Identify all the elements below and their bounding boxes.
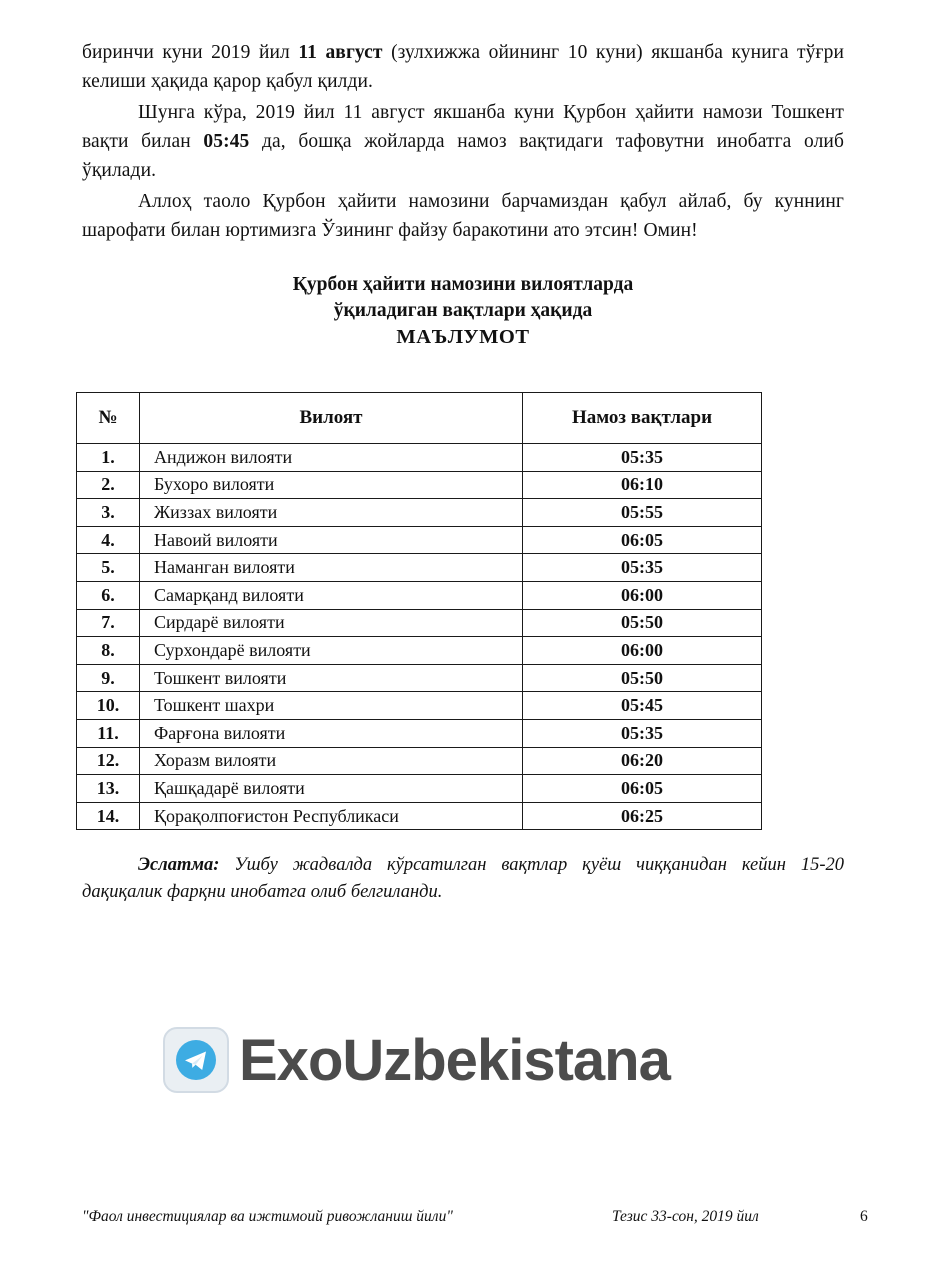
page-title — [82, 272, 844, 350]
note-block — [82, 852, 844, 906]
cell-time: 05:35 — [523, 719, 762, 747]
paragraph-2-segment-2-bold: 05:45 — [203, 131, 250, 152]
cell-time: 06:05 — [523, 526, 762, 554]
table-row — [77, 719, 762, 747]
cell-time: 06:00 — [523, 637, 762, 665]
table-body — [77, 444, 762, 830]
cell-number: 8. — [77, 637, 140, 665]
cell-region: Жиззах вилояти — [140, 499, 523, 527]
body-text-block — [82, 38, 844, 245]
cell-number: 4. — [77, 526, 140, 554]
cell-number: 10. — [77, 692, 140, 720]
footer-page-number: 6 — [860, 1208, 868, 1225]
cell-time: 05:45 — [523, 692, 762, 720]
cell-number: 7. — [77, 609, 140, 637]
note-label: Эслатма: — [138, 855, 220, 875]
table-row — [77, 802, 762, 830]
title-line-2: ўқиладиган вақтлари ҳақида — [333, 300, 593, 321]
cell-time: 05:35 — [523, 554, 762, 582]
cell-region: Сурхондарё вилояти — [140, 637, 523, 665]
cell-time: 06:25 — [523, 802, 762, 830]
watermark-text: ExoUzbekistana — [239, 1027, 670, 1093]
paragraph-2-segment-3: да, бошқа жойларда намоз вақтидаги тафовутни инобатга олиб ўқилади. — [82, 131, 844, 181]
cell-number: 6. — [77, 581, 140, 609]
cell-region: Тошкент шахри — [140, 692, 523, 720]
header-time: Намоз вақтлари — [523, 393, 762, 444]
header-number: № — [77, 393, 140, 444]
cell-number: 2. — [77, 471, 140, 499]
cell-region: Бухоро вилояти — [140, 471, 523, 499]
cell-number: 9. — [77, 664, 140, 692]
cell-region: Фарғона вилояти — [140, 719, 523, 747]
paragraph-1-segment-2-bold: 11 август — [298, 42, 383, 63]
paragraph-1-segment-1: биринчи куни 2019 йил — [82, 42, 299, 63]
paragraph-2-segment-1: Шунга кўра, 2019 йил 11 август якшанба куни Қурбон ҳайити намози Тошкент вақти билан — [82, 102, 844, 152]
watermark — [163, 1020, 773, 1100]
cell-time: 05:35 — [523, 444, 762, 472]
cell-region: Андижон вилояти — [140, 444, 523, 472]
table-row — [77, 692, 762, 720]
table-row — [77, 775, 762, 803]
cell-time: 05:50 — [523, 664, 762, 692]
cell-number: 13. — [77, 775, 140, 803]
cell-region: Самарқанд вилояти — [140, 581, 523, 609]
cell-region: Наманган вилояти — [140, 554, 523, 582]
cell-number: 1. — [77, 444, 140, 472]
cell-time: 06:00 — [523, 581, 762, 609]
paragraph-1-segment-3: (зулхижжа ойининг 10 куни) якшанба кунига тўғри келиши ҳақида қарор қабул қилди. — [82, 42, 845, 92]
table-row — [77, 444, 762, 472]
prayer-times-table — [76, 392, 762, 830]
cell-time: 06:05 — [523, 775, 762, 803]
paragraph-1 — [82, 38, 844, 96]
cell-time: 06:10 — [523, 471, 762, 499]
cell-time: 06:20 — [523, 747, 762, 775]
table-row — [77, 664, 762, 692]
cell-time: 05:55 — [523, 499, 762, 527]
table-row — [77, 526, 762, 554]
table-head — [77, 393, 762, 444]
cell-region: Тошкент вилояти — [140, 664, 523, 692]
cell-region: Сирдарё вилояти — [140, 609, 523, 637]
cell-region: Хоразм вилояти — [140, 747, 523, 775]
cell-number: 11. — [77, 719, 140, 747]
table-header-row — [77, 393, 762, 444]
telegram-icon — [163, 1027, 229, 1093]
note-text: Ушбу жадвалда кўрсатилган вақтлар қуёш чиққанидан кейин 15-20 дақиқалик фарқни инобатга олиб белгиланди. — [82, 855, 844, 902]
table-row — [77, 637, 762, 665]
table-row — [77, 747, 762, 775]
table-row — [77, 499, 762, 527]
title-line-3: МАЪЛУМОТ — [396, 326, 530, 348]
table-row — [77, 471, 762, 499]
cell-time: 05:50 — [523, 609, 762, 637]
paragraph-3-segment-1: Аллоҳ таоло Қурбон ҳайити намозини барчамиздан қабул айлаб, бу куннинг шарофати билан юртимизга Ўзининг файзу баракотини ато этсин! Омин! — [82, 191, 844, 241]
footer-center-text: Тезис 33-сон, 2019 йил — [612, 1208, 759, 1225]
cell-region: Навоий вилояти — [140, 526, 523, 554]
table-row — [77, 554, 762, 582]
cell-region: Қашқадарё вилояти — [140, 775, 523, 803]
cell-number: 14. — [77, 802, 140, 830]
header-region: Вилоят — [140, 393, 523, 444]
paragraph-2 — [82, 98, 844, 185]
paragraph-3 — [82, 187, 844, 245]
cell-number: 12. — [77, 747, 140, 775]
title-line-1: Қурбон ҳайити намозини вилоятларда — [292, 274, 634, 295]
table-row — [77, 581, 762, 609]
cell-number: 3. — [77, 499, 140, 527]
table-row — [77, 609, 762, 637]
cell-number: 5. — [77, 554, 140, 582]
footer-left-text: "Фаол инвестициялар ва ижтимоий ривожланиш йили" — [82, 1208, 453, 1225]
cell-region: Қорақолпоғистон Республикаси — [140, 802, 523, 830]
